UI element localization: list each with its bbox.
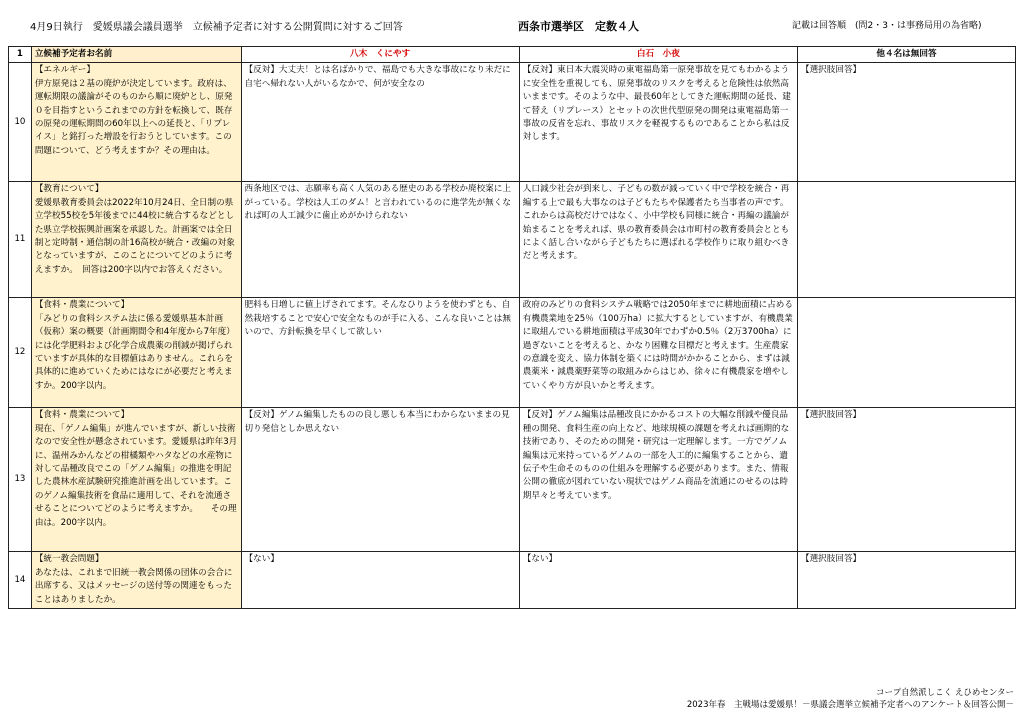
answer-candidate2: 【反対】ゲノム編集は品種改良にかかるコストの大幅な削減や優良品種の開発、食料生産の向上など、地球規模の課題を考えれば画期的な技術であり、そのための開発・研究は一定理解します。一方でゲノム編集は元来持っているゲノムの一部を人工的に編集することから、遺伝子や生命そのものの仕組みを理解する必要があります。また、情報公開の徹底が図れていない現状ではゲノム商品を流通にのせるのは時期早々と考えています。: [519, 408, 797, 552]
answer-candidate1: 【ない】: [241, 552, 519, 609]
footer-campaign: 2023年春 主戦場は愛媛県！－県議会選挙立候補予定者へのアンケート＆回答公開－: [686, 700, 1014, 710]
question-text: 【教育について】 愛媛県教育委員会は2022年10月24日、全日制の県立学校55校を5年後までに44校に統合するなどとした県立学校振興計画案を承認した。計画案では全日制と定時制・通信制の計16高校が統合・改編の対象となっていますが、このことについてどのように考えますか。 回答は200字以内でお答えください。: [34, 184, 235, 275]
answer-others: [797, 182, 1015, 298]
doc-header-title: 4月9日執行 愛媛県議会議員選挙 立候補予定者に対する公開質問に対するご回答: [30, 22, 403, 33]
col-candidate2-header: 白石 小夜: [519, 47, 797, 63]
question-text: 【エネルギー】 伊方原発は２基の廃炉が決定しています。政府は、運転期限の議論がそのものから順に廃炉とし、原発０を目指すというこれまでの方針を転換して、既存の原発の運転期間の60年以上への延長と、「リプレイス」と銘打った増設を行おうとしています。この問題について、どう考えますか？その理由は。: [34, 65, 233, 156]
answer-candidate1: 肥料も日増しに値上げされてます。そんなひりようを使わずとも、自然栽培することで安心で安全なものが手に入る、こんな良いことは無いので、方針転換を早くして欲しい: [241, 298, 519, 408]
district-label: 西条市選挙区 定数４人: [518, 20, 639, 33]
answer-candidate2: 政府のみどりの食料システム戦略では2050年までに耕地面積に占める有機農業地を25％（100万ha）に拡大するとしていますが、有機農業に取組んでいる耕地面積は平成30年でわずか0.5％（2万3700ha）に過ぎないことを考えると、かなり困難な目標だと考えます。生産農家の意識を変え、協力体制を築くには時間がかかることから、まずは減農薬米・減農薬野菜等の取組みからはじめ、徐々に有機農家を増やしていくやり方が良いかと考えます。: [519, 298, 797, 408]
table-row: [9, 552, 1016, 609]
table-row: [9, 408, 1016, 552]
question-text: 【食料・農業について】 「みどりの食料システム法に係る愛媛県基本計画（仮称）案の概要（計画期間令和4年度から7年度）には化学肥料および化学合成農薬の削減が掲げられていますが具体的な目標値はありません。これらを具体的に進めていくためにはなにが必要だと考えますか。200字以内。: [34, 300, 235, 391]
question-cell: [31, 63, 241, 182]
table-row: [9, 63, 1016, 182]
answer-candidate2: 【反対】東日本大震災時の東電福島第一原発事故を見てもわかるように安全性を重視しても、原発事故のリスクを考えると危険性は依然高いままです。そのような中、最長60年としてきた運転期間の延長、建て替え（リプレース）とセットの次世代型原発の開発は東電福島第一事故の反省を忘れ、事故リスクを軽視するものであることから私は反対します。: [519, 63, 797, 182]
answer-others: 【選択肢回答】: [797, 408, 1015, 552]
answer-others: 【選択肢回答】: [797, 63, 1015, 182]
answer-candidate2: 【ない】: [519, 552, 797, 609]
question-cell: [31, 552, 241, 609]
question-cell: [31, 182, 241, 298]
col-number-header: 1: [9, 47, 32, 63]
answer-others: [797, 298, 1015, 408]
answer-others: 【選択肢回答】: [797, 552, 1015, 609]
qa-table: [8, 46, 1016, 609]
row-number: 13: [9, 408, 32, 552]
table-row: [9, 298, 1016, 408]
col-others-header: 他４名は無回答: [797, 47, 1015, 63]
footer-organization: コープ自然派しこく えひめセンター: [876, 688, 1014, 698]
row-number: 14: [9, 552, 32, 609]
order-note: 記載は回答順 (問2・3・は事務局用の為省略): [792, 21, 982, 31]
table-header-row: [9, 47, 1016, 63]
question-text: 【食料・農業について】 現在、「ゲノム編集」が進んでいますが、新しい技術なので安全性が懸念されています。愛媛県は昨年3月に、温州みかんなどの柑橘類やハタなどの水産物に対して品種改良でこの「ゲノム編集」の推進を明記した農林水産試験研究推進計画を出しています。このゲノム編集技術を食品に適用して、それを流通させることについてどのように考えますか。 その理由は。200字以内。: [34, 410, 238, 528]
answer-candidate1: 【反対】ゲノム編集したものの良し悪しも本当にわからないままの見切り発信としか思えない: [241, 408, 519, 552]
question-cell: [31, 408, 241, 552]
question-cell: [31, 298, 241, 408]
row-number: 11: [9, 182, 32, 298]
answer-candidate1: 西条地区では、志願率も高く人気のある歴史のある学校か廃校案に上がっている。学校は人工のダム！と言われているのに進学先が無くなれば町の人工減少に歯止めがかけられない: [241, 182, 519, 298]
answer-candidate1: 【反対】大丈夫！とは名ばかりで、福島でも大きな事故になり未だに自宅へ帰れない人がいるなかで、何が安全なの: [241, 63, 519, 182]
row-number: 12: [9, 298, 32, 408]
question-text: 【統一教会問題】 あなたは、これまで旧統一教会関係の団体の会合に出席する、又はメッセージの送付等の関連をもったことはありましたか。: [34, 554, 233, 605]
row-number: 10: [9, 63, 32, 182]
col-candidate1-header: 八木 くにやす: [241, 47, 519, 63]
col-question-header: 立候補予定者お名前: [31, 47, 241, 63]
table-row: [9, 182, 1016, 298]
answer-candidate2: 人口減少社会が到来し、子どもの数が減っていく中で学校を統合・再編する上で最も大事なのは子どもたちや保護者たち当事者の声です。これからは高校だけではなく、小中学校も同様に統合・再編の議論が始まることを考えれば、県の教育委員会は市町村の教育委員会とともによく話し合いながら子どもたちに選ばれる学校作りに取り組むべきだと考えます。: [519, 182, 797, 298]
